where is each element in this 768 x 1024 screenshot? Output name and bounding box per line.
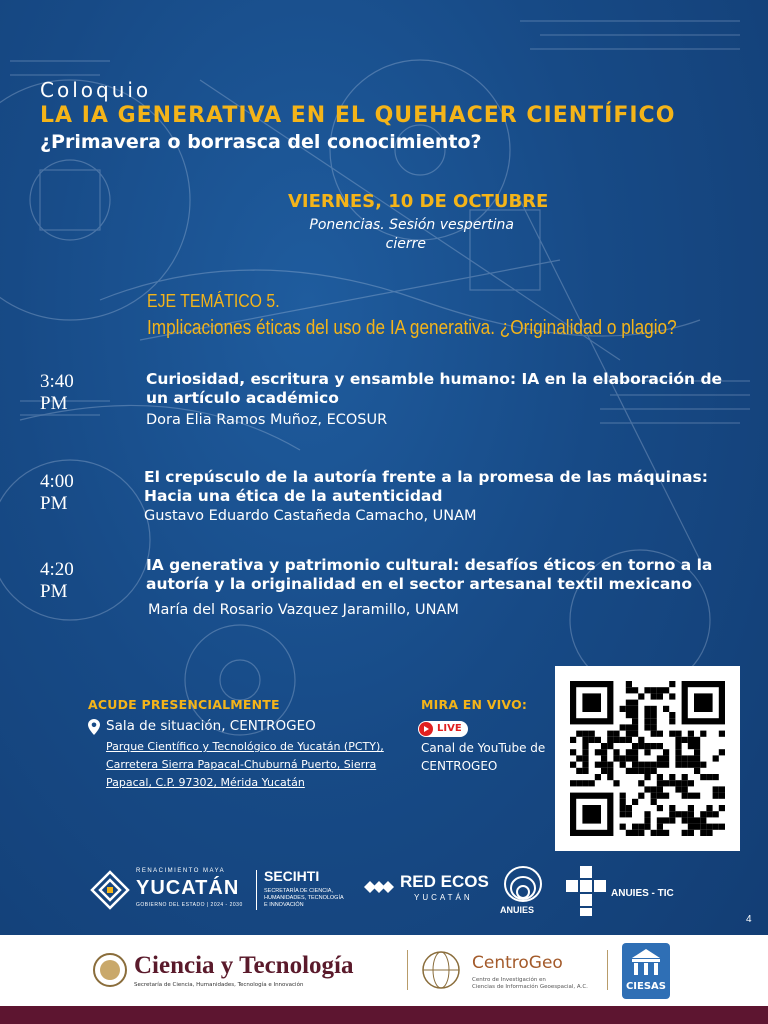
talk-time: 4:20 PM (40, 559, 74, 602)
qr-code-pattern (555, 666, 740, 851)
centrogeo-desc: Centro de Investigación en (472, 977, 546, 983)
cyt-name: Ciencia y Tecnología (134, 952, 354, 979)
centrogeo-globe-icon (421, 950, 461, 990)
secihti-name: SECIHTI (264, 868, 320, 884)
talk-speaker: María del Rosario Vazquez Jaramillo, UNAM (148, 602, 459, 618)
talk-time: 3:40 PM (40, 371, 74, 414)
talk-title-line: IA generativa y patrimonio cultural: desafíos éticos en torno a la (146, 556, 713, 574)
yucatan-government: GOBIERNO DEL ESTADO | 2024 - 2030 (136, 902, 243, 908)
anuies-emblem-icon (503, 864, 543, 902)
session-type: Ponencias. Sesión vespertina (309, 217, 514, 233)
talk-title-line: Curiosidad, escritura y ensamble humano: IA en la elaboración de (146, 370, 723, 388)
red-ecos-name: RED ECOS (400, 872, 489, 891)
venue-address-line[interactable]: Carretera Sierra Papacal-Chuburná Puerto, Sierra (106, 758, 377, 771)
event-series: Coloquio (40, 78, 152, 102)
talk-title-line: Hacia una ética de la autenticidad (144, 487, 443, 505)
live-channel-line[interactable]: Canal de YouTube de (421, 741, 546, 755)
live-heading: MIRA EN VIVO: (421, 697, 528, 712)
anuies-name: ANUIES (500, 905, 535, 915)
live-channel-line[interactable]: CENTROGEO (421, 759, 498, 773)
location-pin-icon (88, 719, 100, 735)
yucatan-tagline: RENACIMIENTO MAYA (136, 868, 226, 874)
secihti-desc: SECRETARÍA DE CIENCIA, (264, 888, 333, 894)
talk-title-line: autoría y la originalidad en el sector artesanal textil mexicano (146, 575, 692, 593)
event-title: LA IA GENERATIVA EN EL QUEHACER CIENTÍFICO (40, 103, 676, 128)
ciesas-building-icon (630, 949, 662, 977)
anuies-tic-name: ANUIES - TIC (611, 888, 674, 899)
mexico-seal-icon (92, 952, 128, 988)
venue-address-line[interactable]: Parque Científico y Tecnológico de Yucatán (PCTY), (106, 740, 384, 753)
footer-divider (407, 950, 408, 990)
logo-divider (256, 870, 257, 910)
talk-title-line: El crepúsculo de la autoría frente a la promesa de las máquinas: (144, 468, 708, 486)
session-closing: cierre (385, 236, 426, 252)
qr-code[interactable] (555, 666, 740, 851)
centrogeo-desc: Ciencias de Información Geoespacial, A.C. (472, 984, 588, 990)
centrogeo-name: CentroGeo (472, 953, 563, 973)
ciesas-name: CIESAS (625, 981, 667, 992)
yucatan-name: YUCATÁN (136, 877, 240, 899)
venue-place: Sala de situación, CENTROGEO (106, 718, 316, 734)
venue-heading: ACUDE PRESENCIALMENTE (88, 697, 280, 712)
play-icon (419, 722, 433, 736)
event-date: VIERNES, 10 DE OCTUBRE (288, 191, 549, 212)
talk-title-line: un artículo académico (146, 389, 339, 407)
axis-description: Implicaciones éticas del uso de IA generativa. ¿Originalidad o plagio? (147, 317, 677, 339)
footer-divider (607, 950, 608, 990)
event-subtitle: ¿Primavera o borrasca del conocimiento? (40, 131, 482, 153)
secihti-desc: E INNOVACIÓN (264, 902, 304, 908)
page-number: 4 (746, 914, 752, 925)
red-ecos-emblem-icon (362, 874, 396, 900)
footer (0, 935, 768, 1006)
anuies-tic-emblem-icon (566, 866, 614, 916)
talk-time: 4:00 PM (40, 471, 74, 514)
ciesas-logo (622, 943, 670, 999)
red-ecos-sub: YUCATÁN (414, 893, 473, 902)
footer-bar (0, 1006, 768, 1024)
live-badge-label: LIVE (437, 723, 462, 734)
live-badge[interactable] (418, 721, 468, 737)
venue-address-line[interactable]: Papacal, C.P. 97302, Mérida Yucatán (106, 776, 305, 789)
axis-label: EJE TEMÁTICO 5. (147, 291, 280, 311)
cyt-desc: Secretaría de Ciencia, Humanidades, Tecnología e Innovación (134, 982, 304, 988)
talk-speaker: Gustavo Eduardo Castañeda Camacho, UNAM (144, 508, 477, 524)
yucatan-emblem-icon (90, 870, 130, 910)
talk-speaker: Dora Elia Ramos Muñoz, ECOSUR (146, 412, 388, 428)
secihti-desc: HUMANIDADES, TECNOLOGÍA (264, 895, 344, 901)
